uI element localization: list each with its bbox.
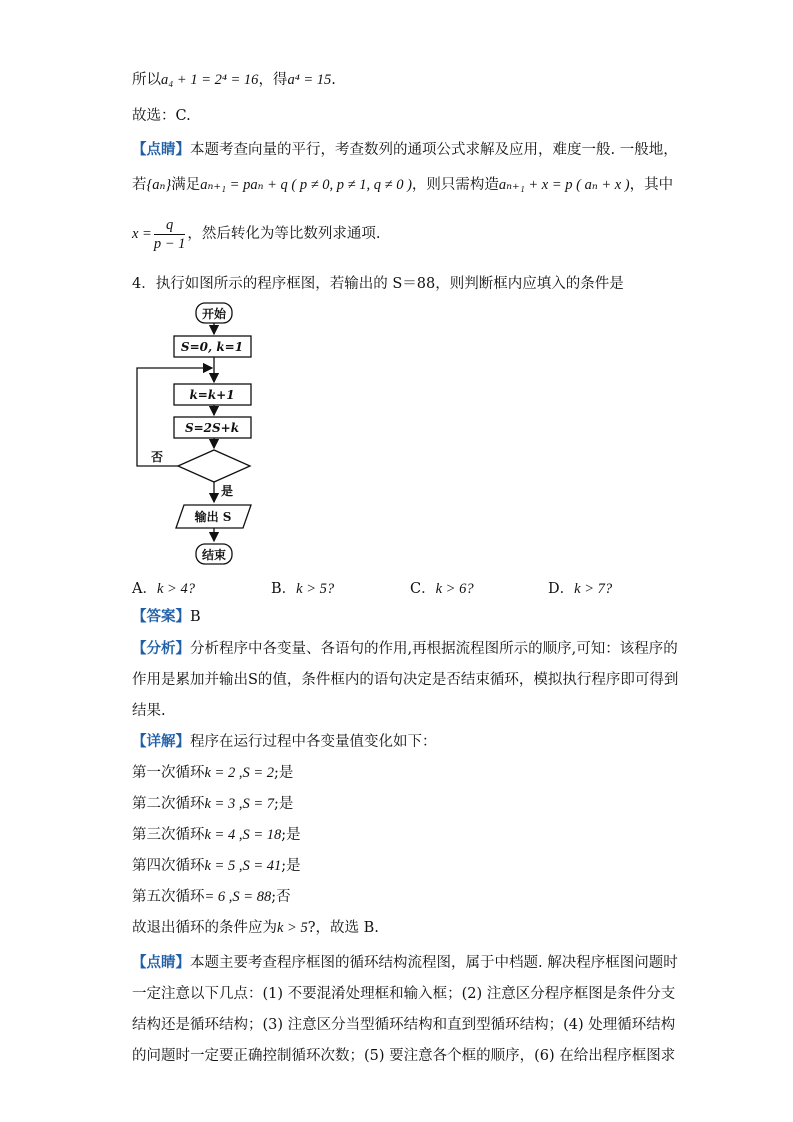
iteration-s: S = 7 [242,796,275,812]
text-prefix: 若 [132,177,147,193]
conclusion-text: 故退出循环的条件应为 [132,920,277,936]
iteration-row: 第四次循环k = 5 ,S = 41;是 [132,858,301,874]
text-end: ，其中 [629,177,674,193]
start-label: 开始 [201,307,227,321]
choice-line: 故选：C. [132,108,191,124]
text-end: . [331,72,336,88]
decision-diamond [178,450,250,482]
fraction-lhs: x = [132,226,152,242]
option-expression: k > 7? [574,581,613,597]
answer-line-1 [132,70,336,90]
analysis-line-3: 结果. [132,703,166,719]
recurrence-formula: aₙ₊₁ = paₙ + q ( p ≠ 0, p ≠ 1, q ≠ 0 ) [200,177,412,193]
output-label: 输出 S [194,510,232,524]
detail-line [132,732,437,752]
iteration-result: ;否 [271,889,291,905]
answer-value: B [190,609,201,625]
option-expression: k > 6? [435,581,474,597]
flowchart [120,298,280,570]
text-mid-2: ，则只需构造 [411,177,499,193]
answer-tag: 【答案】 [132,608,190,625]
text-mid: ，得 [258,72,288,88]
remark-1-line-2 [132,175,673,195]
analysis-line-2: 作用是累加并输出S的值，条件框内的语句决定是否结束循环，模拟执行程序即可得到 [132,672,679,688]
remark-2-line-4: 的问题时一定要正确控制循环次数；(5) 要注意各个框的顺序，(6) 在给出程序框图求 [132,1048,676,1064]
question-4: 4．执行如图所示的程序框图，若输出的 S＝88，则判断框内应填入的条件是 [132,276,624,292]
remark-1-line-3 [132,214,381,254]
iteration-s: S = 18 [242,827,282,843]
remark-tag: 【点睛】 [132,141,190,158]
iteration-result: ;是 [281,858,301,874]
text-prefix: 所以 [132,72,161,88]
option-c [410,577,474,598]
option-b [271,577,334,598]
accumulate-label: S=2S+k [184,421,240,435]
iteration-label: 第五次循环 [132,889,205,905]
remark-2-line-3: 结构还是循环结构；(3) 注意区分当型循环结构和直到型循环结构；(4) 处理循环结构 [132,1017,676,1033]
option-expression: k > 5? [296,581,335,597]
yes-label: 是 [220,484,234,498]
end-label: 结束 [201,548,227,562]
iteration-k: k = 3 [204,796,236,812]
option-letter: B． [271,581,297,597]
detail-text: 程序在运行过程中各变量值变化如下： [190,734,437,750]
no-label: 否 [150,450,164,464]
analysis-text: 分析程序中各变量、各语句的作用,再根据流程图所示的顺序,可知：该程序的 [190,641,678,657]
iteration-k: = 6 [204,889,226,905]
iteration-label: 第四次循环 [132,858,205,874]
result-expression: a⁴ = 15 [287,72,332,88]
remark-tag: 【点睛】 [132,954,190,971]
iteration-result: ;是 [274,765,294,781]
init-label: S=0, k=1 [180,340,244,354]
option-letter: A． [132,581,157,597]
remark-2-line-1 [132,953,678,973]
iteration-label: 第一次循环 [132,765,205,781]
iteration-label: 第二次循环 [132,796,205,812]
conclusion-end: ?，故选 B. [307,920,379,936]
remark-1-line-1 [132,140,678,160]
remark-text: ，然后转化为等比数列求通项. [187,226,381,242]
iteration-result: ;是 [281,827,301,843]
iteration-row: 第二次循环k = 3 ,S = 7;是 [132,796,294,812]
iteration-k: k = 4 [204,827,236,843]
iteration-k: k = 2 [204,765,236,781]
iteration-row: 第五次循环= 6 ,S = 88;否 [132,889,291,905]
fraction-denominator: p − 1 [153,235,186,252]
option-letter: D． [548,581,575,597]
analysis-tag: 【分析】 [132,640,190,657]
iteration-label: 第三次循环 [132,827,205,843]
remark-2-line-2: 一定注意以下几点：(1) 不要混淆处理框和输入框；(2) 注意区分程序框图是条件分支 [132,986,676,1002]
iteration-result: ;是 [274,796,294,812]
option-expression: k > 4? [156,581,195,597]
iteration-s: S = 88 [232,889,272,905]
option-a [132,577,195,598]
remark-text: 本题主要考查程序框图的循环结构流程图，属于中档题. 解决程序框图问题时 [190,955,678,971]
detail-tag: 【详解】 [132,733,190,750]
answer-line [132,607,201,627]
fraction-numerator: q [154,216,186,235]
text-mid: 满足 [171,177,201,193]
increment-label: k=k+1 [189,388,235,402]
construct-formula: aₙ₊₁ + x = p ( aₙ + x ) [498,177,630,193]
iteration-k: k = 5 [204,858,236,874]
sequence-symbol: {aₙ} [146,177,172,193]
remark-text: 本题考查向量的平行，考查数列的通项公式求解及应用，难度一般. 一般地， [190,142,678,158]
option-d [548,577,612,598]
equation: a₄ + 1 = 2⁴ = 16 [161,72,259,88]
option-letter: C． [410,581,436,597]
conclusion-expression: k > 5 [277,920,308,936]
iteration-row: 第三次循环k = 4 ,S = 18;是 [132,827,301,843]
conclusion-line [132,918,379,938]
fraction [154,216,186,253]
analysis-line-1 [132,639,678,659]
iteration-s: S = 2 [242,765,275,781]
iteration-row: 第一次循环k = 2 ,S = 2;是 [132,765,294,781]
iteration-s: S = 41 [242,858,282,874]
